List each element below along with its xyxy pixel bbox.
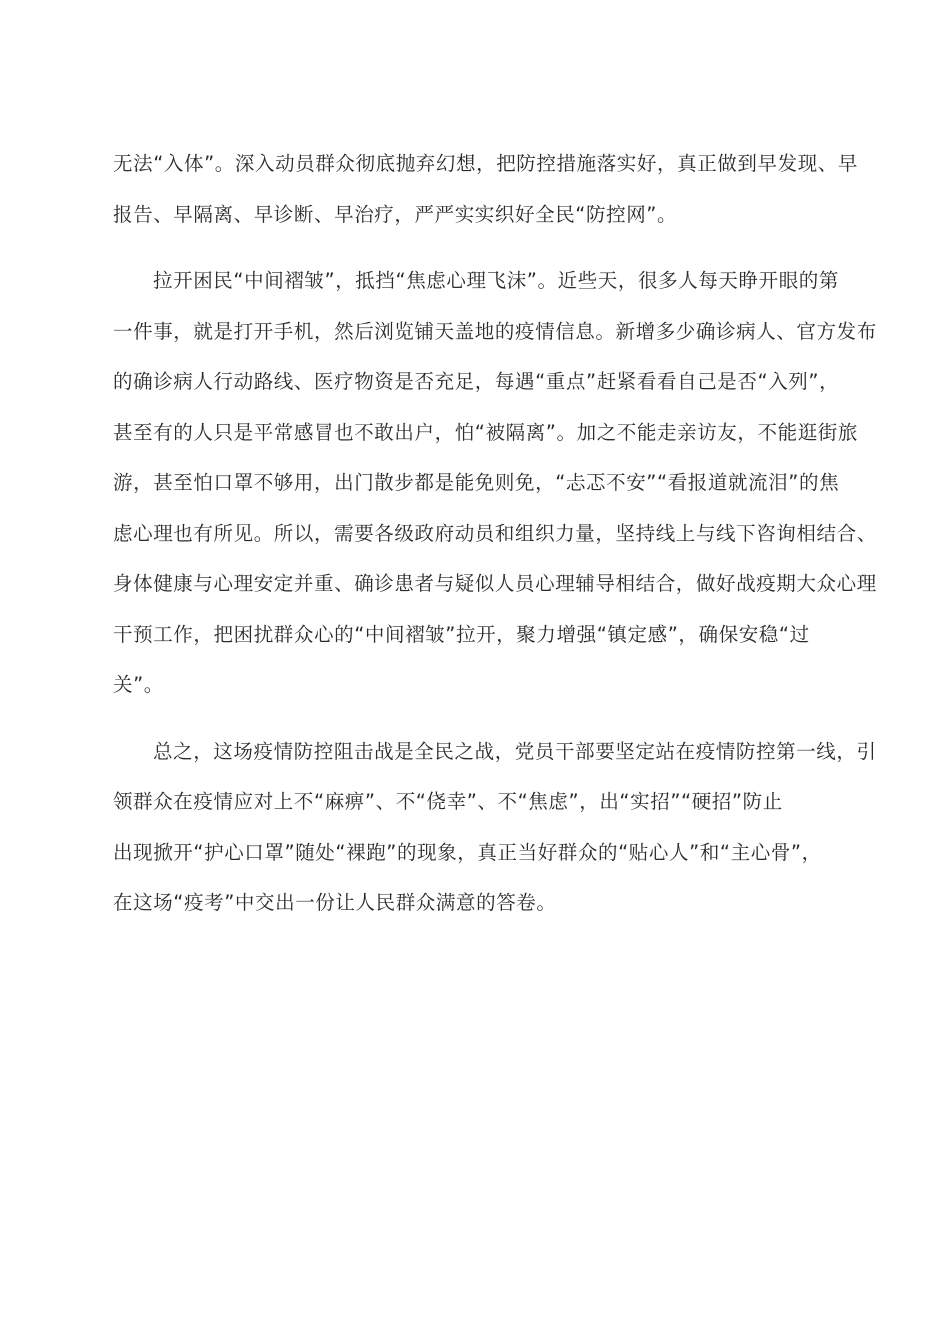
text-line: 领群众在疫情应对上不“麻痹”、不“侥幸”、不“焦虑”，出“实招”“硬招”防止 (113, 790, 783, 813)
text-line: 一件事，就是打开手机，然后浏览铺天盖地的疫情信息。新增多少确诊病人、官方发布 (113, 319, 877, 343)
text-line: 游，甚至怕口罩不够用，出门散步都是能免则免，“忐忑不安”“看报道就流泪”的焦 (113, 471, 840, 494)
text-line: 身体健康与心理安定并重、确诊患者与疑似人员心理辅导相结合，做好战疫期大众心理 (113, 572, 877, 595)
text-line: 甚至有的人只是平常感冒也不敢出户，怕“被隔离”。加之不能走亲访友，不能逛街旅 (113, 420, 859, 444)
text-line: 虑心理也有所见。所以，需要各级政府动员和组织力量，坚持线上与线下咨询相结合、 (113, 521, 877, 545)
text-line: 无法“入体”。深入动员群众彻底抛弃幻想，把防控措施落实好，真正做到早发现、早 (113, 152, 859, 175)
text-line: 拉开困民“中间褶皱”，抵挡“焦虑心理飞沫”。近些天，很多人每天睁开眼的第 (153, 269, 840, 292)
text-line: 的确诊病人行动路线、医疗物资是否充足，每遇“重点”赶紧看看自己是否“入列”， (113, 370, 840, 393)
paragraph-1 (113, 139, 868, 240)
text-line: 总之，这场疫情防控阻击战是全民之战，党员干部要坚定站在疫情防控第一线，引 (153, 739, 877, 763)
document-body (113, 139, 877, 945)
text-line: 干预工作，把困扰群众心的“中间褶皱”拉开，聚力增强“镇定感”，确保安稳“过 (113, 622, 810, 646)
paragraph-3 (113, 727, 877, 929)
text-line: 在这场“疫考”中交出一份让人民群众满意的答卷。 (113, 891, 557, 914)
text-line: 关”。 (113, 673, 164, 696)
text-line: 报告、早隔离、早诊断、早治疗，严严实实织好全民“防控网”。 (113, 202, 678, 226)
paragraph-2 (113, 256, 877, 711)
text-line: 出现掀开“护心口罩”随处“裸跑”的现象，真正当好群众的“贴心人”和“主心骨”， (113, 840, 822, 864)
